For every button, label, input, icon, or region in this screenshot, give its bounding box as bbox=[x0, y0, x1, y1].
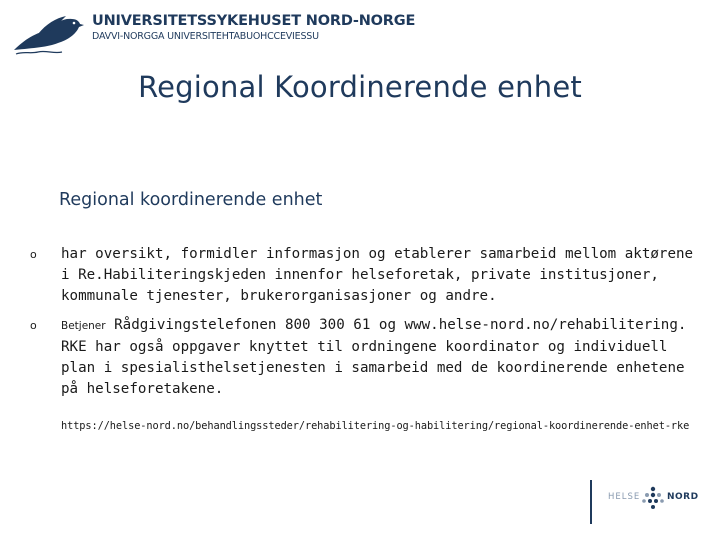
bullet-marker: o bbox=[30, 248, 37, 261]
section-heading: Regional koordinerende enhet bbox=[59, 190, 323, 210]
source-link[interactable]: https://helse-nord.no/behandlingssteder/rehabilitering-og-habilitering/regional-koordinerende-enhet-rke bbox=[61, 420, 690, 432]
footer-divider bbox=[590, 480, 592, 524]
bullet-lead: Betjener bbox=[61, 320, 106, 332]
footer-logo-helse: HELSE bbox=[608, 492, 641, 502]
helse-nord-dots-icon bbox=[641, 486, 665, 512]
org-sub-name: DAVVI-NORGGA UNIVERSITEHTABUOHCCEVIESSU bbox=[92, 31, 319, 42]
bullet-item bbox=[30, 244, 700, 307]
bullet-text: har oversikt, formidler informasjon og etablerer samarbeid mellom aktørene i Re.Habiliteringskjeden innenfor helseforetak, private institusjoner, kommunale tjenester, brukerorganisasjoner og andre. bbox=[61, 246, 694, 304]
footer-logo-nord: NORD bbox=[667, 492, 699, 502]
bullet-text: Rådgivingstelefonen 800 300 61 og www.helse-nord.no/rehabilitering. RKE har også oppgaver knyttet til ordningene koordinator og individuell plan i spesialisthelsetjenesten i samarbeid med de koordinerende enhetene på helseforetakene. bbox=[61, 317, 687, 397]
org-name: UNIVERSITETSSYKEHUSET NORD-NORGE bbox=[92, 13, 416, 29]
bullet-item bbox=[30, 315, 700, 400]
org-logo-text bbox=[92, 13, 415, 42]
unn-bird-logo bbox=[10, 10, 86, 58]
bullet-marker: o bbox=[30, 319, 37, 332]
slide-title: Regional Koordinerende enhet bbox=[138, 70, 582, 104]
bullet-list bbox=[30, 244, 700, 408]
